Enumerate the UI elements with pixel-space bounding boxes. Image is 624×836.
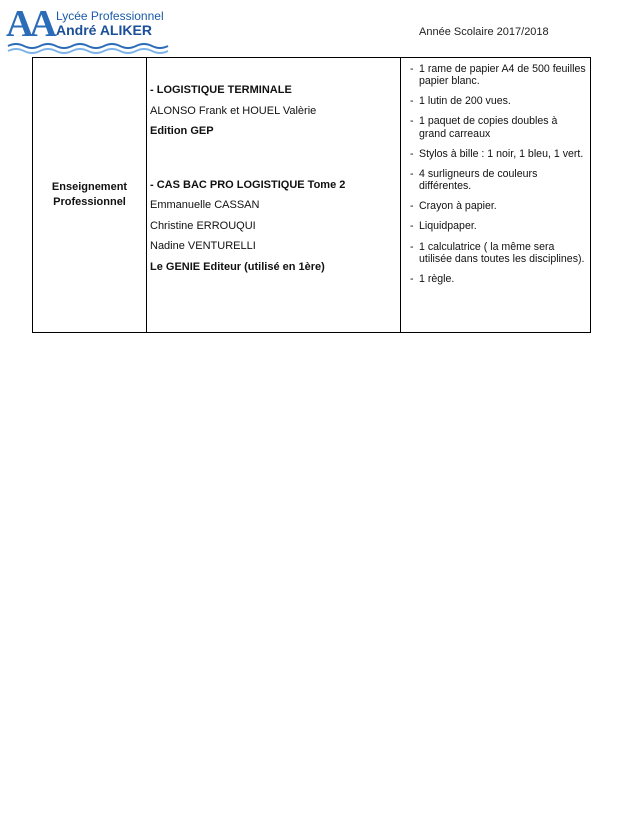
list-item-text: 1 calculatrice ( la même sera utilisée dans toutes les disciplines).: [419, 240, 585, 265]
subject-cell: [33, 58, 147, 333]
books-cell: [147, 58, 401, 333]
book2-publisher: Le GENIE Editeur (utilisé en 1ère): [150, 260, 325, 273]
book2-author: Nadine VENTURELLI: [150, 240, 256, 252]
list-dash: -: [410, 220, 414, 233]
list-dash: -: [410, 95, 414, 108]
subject-line-2: Professionnel: [53, 196, 126, 208]
list-item-text: Stylos à bille : 1 noir, 1 bleu, 1 vert.: [419, 147, 584, 160]
logo-mark: AA: [6, 3, 53, 45]
book1-title: - LOGISTIQUE TERMINALE: [150, 84, 292, 96]
logo-waves-icon: [6, 41, 176, 55]
book2-title: - CAS BAC PRO LOGISTIQUE Tome 2: [150, 178, 346, 191]
list-item-text: 1 rame de papier A4 de 500 feuilles papier blanc.: [419, 63, 586, 88]
list-item: [410, 241, 586, 266]
school-year: Année Scolaire 2017/2018: [419, 26, 549, 38]
book2-author: Emmanuelle CASSAN: [150, 199, 260, 211]
list-item: [410, 200, 586, 212]
school-type: Lycée Professionnel: [56, 9, 164, 23]
school-logo: [6, 5, 176, 55]
school-name: André ALIKER: [56, 22, 152, 38]
list-dash: -: [410, 147, 414, 160]
list-item: [410, 95, 586, 107]
supplies-list: [401, 58, 590, 285]
list-dash: -: [410, 115, 414, 128]
list-dash: -: [410, 272, 414, 285]
list-dash: -: [410, 63, 414, 75]
list-item: [410, 273, 586, 285]
list-dash: -: [410, 200, 414, 213]
list-item: [410, 148, 586, 160]
book1-publisher: Edition GEP: [150, 125, 214, 137]
list-item: [410, 220, 586, 232]
supplies-cell: [401, 58, 591, 333]
subject-line-1: Enseignement: [51, 181, 128, 193]
list-dash: -: [410, 167, 414, 180]
list-item: [410, 115, 586, 140]
list-item-text: 4 surligneurs de couleurs différentes.: [419, 167, 538, 193]
book2-author: Christine ERROUQUI: [150, 219, 256, 232]
list-dash: -: [410, 240, 414, 253]
list-item-text: 1 règle.: [419, 272, 455, 285]
list-item-text: Crayon à papier.: [419, 200, 497, 213]
supplies-table: [32, 57, 591, 333]
list-item: [410, 63, 586, 88]
list-item-text: 1 paquet de copies doubles à grand carreaux: [419, 115, 558, 140]
list-item: [410, 168, 586, 193]
book1-authors: ALONSO Frank et HOUEL Valèrie: [150, 104, 317, 117]
list-item-text: Liquidpaper.: [419, 220, 477, 233]
list-item-text: 1 lutin de 200 vues.: [419, 95, 511, 108]
table-row: [33, 58, 591, 333]
